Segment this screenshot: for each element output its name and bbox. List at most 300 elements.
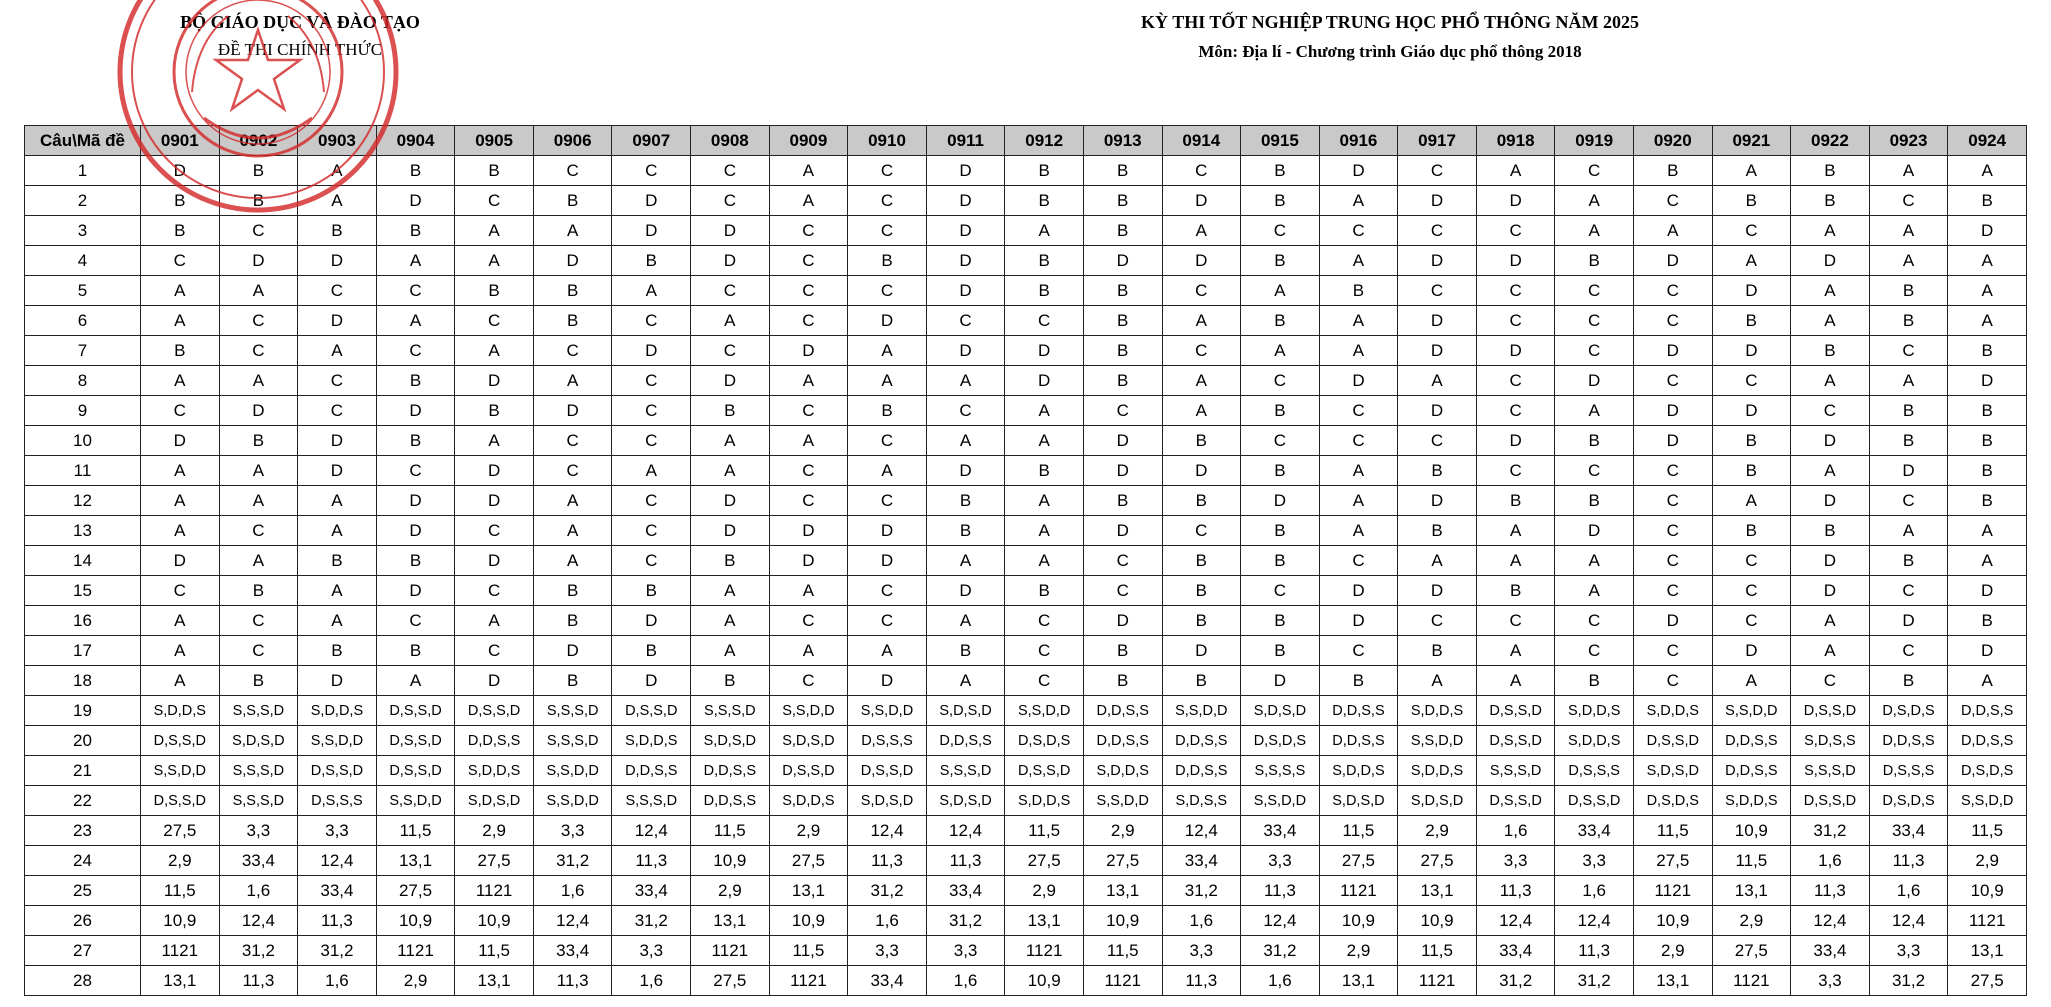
answer-cell: B [376, 216, 455, 246]
answer-cell: D [926, 186, 1005, 216]
answer-cell: B [1869, 546, 1948, 576]
answer-cell: B [926, 486, 1005, 516]
table-row [25, 186, 2027, 216]
answer-cell: S,D,S,D [926, 786, 1005, 816]
answer-cell: D [376, 516, 455, 546]
answer-cell: B [926, 636, 1005, 666]
answer-cell: A [455, 246, 534, 276]
answer-cell: C [533, 336, 612, 366]
answer-cell: B [219, 186, 298, 216]
answer-cell: C [1083, 396, 1162, 426]
answer-cell: 11,5 [769, 936, 848, 966]
answer-cell: D [848, 306, 927, 336]
answer-cell: B [1241, 306, 1320, 336]
answer-cell: A [1005, 426, 1084, 456]
answer-cell: B [1241, 246, 1320, 276]
answer-cell: C [1791, 666, 1870, 696]
answer-cell: B [533, 276, 612, 306]
answer-cell: A [1869, 216, 1948, 246]
answer-cell: S,S,S,S [1241, 756, 1320, 786]
answer-cell: D [1162, 186, 1241, 216]
answer-cell: A [691, 306, 770, 336]
answer-cell: A [1791, 276, 1870, 306]
answer-cell: B [1241, 456, 1320, 486]
answer-cell: D,S,S,D [769, 756, 848, 786]
answer-cell: C [376, 336, 455, 366]
answer-cell: A [298, 516, 377, 546]
answer-cell: B [298, 636, 377, 666]
answer-cell: C [612, 546, 691, 576]
answer-cell: B [1241, 546, 1320, 576]
answer-cell: A [1869, 516, 1948, 546]
answer-cell: C [455, 186, 534, 216]
answer-cell: A [848, 636, 927, 666]
answer-cell: C [455, 516, 534, 546]
answer-cell: D [926, 156, 1005, 186]
answer-cell: A [1555, 186, 1634, 216]
answer-cell: A [141, 276, 220, 306]
answer-cell: S,S,D,D [1241, 786, 1320, 816]
answer-cell: A [1162, 366, 1241, 396]
answer-cell: D [1005, 336, 1084, 366]
answer-cell: D [1712, 396, 1791, 426]
answer-cell: S,D,D,S [141, 696, 220, 726]
answer-cell: A [141, 366, 220, 396]
exam-code-header: 0910 [848, 126, 927, 156]
answer-cell: C [1633, 516, 1712, 546]
answer-cell: 27,5 [769, 846, 848, 876]
answer-cell: A [1791, 636, 1870, 666]
answer-cell: B [1005, 156, 1084, 186]
question-number: 7 [25, 336, 141, 366]
answer-cell: 1121 [1083, 966, 1162, 996]
answer-cell: A [1319, 186, 1398, 216]
answer-cell: A [141, 456, 220, 486]
answer-cell: A [1869, 366, 1948, 396]
answer-cell: B [1791, 336, 1870, 366]
answer-cell: 13,1 [1083, 876, 1162, 906]
answer-cell: D [848, 516, 927, 546]
answer-cell: 31,2 [533, 846, 612, 876]
answer-cell: B [926, 516, 1005, 546]
table-row [25, 846, 2027, 876]
answer-cell: B [1398, 456, 1477, 486]
answer-cell: A [769, 576, 848, 606]
answer-cell: D [298, 306, 377, 336]
answer-cell: C [691, 156, 770, 186]
answer-cell: C [1633, 276, 1712, 306]
answer-cell: 10,9 [691, 846, 770, 876]
question-number: 26 [25, 906, 141, 936]
answer-cell: D,D,S,S [1083, 726, 1162, 756]
answer-cell: D [769, 336, 848, 366]
answer-cell: B [691, 396, 770, 426]
table-row [25, 606, 2027, 636]
answer-cell: B [1948, 606, 2027, 636]
answer-key-table [24, 125, 2027, 996]
table-row [25, 276, 2027, 306]
answer-cell: C [612, 486, 691, 516]
answer-cell: 13,1 [376, 846, 455, 876]
answer-cell: A [1005, 546, 1084, 576]
answer-cell: B [141, 186, 220, 216]
answer-cell: S,S,D,D [1948, 786, 2027, 816]
answer-cell: C [219, 516, 298, 546]
exam-code-header: 0918 [1476, 126, 1555, 156]
answer-cell: S,S,D,D [298, 726, 377, 756]
answer-cell: 10,9 [455, 906, 534, 936]
exam-code-header: 0902 [219, 126, 298, 156]
answer-cell: 3,3 [926, 936, 1005, 966]
answer-cell: A [1241, 276, 1320, 306]
answer-cell: B [1869, 306, 1948, 336]
answer-cell: 1,6 [1791, 846, 1870, 876]
answer-cell: B [1555, 246, 1634, 276]
answer-cell: C [1476, 606, 1555, 636]
answer-cell: D,S,S,D [1633, 726, 1712, 756]
answer-cell: 11,5 [1083, 936, 1162, 966]
answer-cell: S,D,D,S [612, 726, 691, 756]
answer-cell: 1,6 [848, 906, 927, 936]
answer-cell: 13,1 [1633, 966, 1712, 996]
answer-cell: B [376, 546, 455, 576]
answer-cell: C [1241, 576, 1320, 606]
answer-cell: A [1398, 546, 1477, 576]
question-number: 21 [25, 756, 141, 786]
answer-cell: C [1633, 636, 1712, 666]
table-row [25, 936, 2027, 966]
answer-cell: D [455, 366, 534, 396]
answer-cell: D [1398, 486, 1477, 516]
answer-cell: 11,3 [219, 966, 298, 996]
answer-cell: 27,5 [1948, 966, 2027, 996]
answer-cell: A [1712, 156, 1791, 186]
answer-cell: A [691, 426, 770, 456]
answer-cell: C [455, 306, 534, 336]
answer-cell: S,S,D,D [141, 756, 220, 786]
answer-cell: B [1869, 666, 1948, 696]
answer-cell: D [848, 666, 927, 696]
answer-cell: A [1005, 486, 1084, 516]
answer-cell: 1,6 [1869, 876, 1948, 906]
answer-cell: 13,1 [1005, 906, 1084, 936]
table-row [25, 696, 2027, 726]
question-number: 11 [25, 456, 141, 486]
answer-cell: 1121 [691, 936, 770, 966]
answer-cell: C [1319, 546, 1398, 576]
answer-cell: S,D,S,D [219, 726, 298, 756]
exam-subject: Môn: Địa lí - Chương trình Giáo dục phổ thông 2018 [1198, 42, 1582, 61]
answer-cell: B [1241, 516, 1320, 546]
answer-cell: S,S,D,D [1712, 696, 1791, 726]
answer-cell: C [1005, 606, 1084, 636]
answer-cell: S,S,D,D [1162, 696, 1241, 726]
answer-cell: S,D,D,S [1005, 786, 1084, 816]
answer-cell: 1,6 [298, 966, 377, 996]
answer-cell: D,D,S,S [691, 786, 770, 816]
answer-cell: D,S,S,D [1791, 786, 1870, 816]
question-number: 3 [25, 216, 141, 246]
question-number: 15 [25, 576, 141, 606]
answer-cell: D,S,S,D [298, 756, 377, 786]
answer-cell: 11,3 [848, 846, 927, 876]
answer-cell: B [1398, 516, 1477, 546]
answer-cell: D,S,S,S [1869, 756, 1948, 786]
answer-cell: 13,1 [1948, 936, 2027, 966]
answer-cell: C [376, 606, 455, 636]
answer-cell: C [1162, 276, 1241, 306]
answer-cell: A [219, 456, 298, 486]
answer-cell: A [1948, 546, 2027, 576]
answer-cell: D [1712, 336, 1791, 366]
answer-cell: A [298, 186, 377, 216]
answer-cell: B [219, 156, 298, 186]
answer-cell: B [1241, 606, 1320, 636]
answer-cell: 13,1 [1398, 876, 1477, 906]
answer-cell: B [1948, 486, 2027, 516]
answer-cell: A [1791, 366, 1870, 396]
answer-cell: B [1241, 636, 1320, 666]
answer-cell: D [1948, 366, 2027, 396]
answer-cell: B [1948, 456, 2027, 486]
answer-cell: D [1633, 606, 1712, 636]
answer-cell: A [298, 576, 377, 606]
answer-cell: D,S,S,D [1005, 756, 1084, 786]
answer-cell: 11,5 [1005, 816, 1084, 846]
answer-cell: D,D,S,S [1319, 726, 1398, 756]
answer-cell: 3,3 [612, 936, 691, 966]
answer-cell: C [612, 516, 691, 546]
answer-cell: S,S,D,D [769, 696, 848, 726]
answer-cell: D [455, 666, 534, 696]
answer-cell: D [141, 156, 220, 186]
answer-cell: D,D,S,S [1083, 696, 1162, 726]
answer-cell: 3,3 [219, 816, 298, 846]
answer-cell: D [1476, 246, 1555, 276]
answer-cell: C [533, 426, 612, 456]
answer-cell: A [1476, 156, 1555, 186]
answer-cell: D [1398, 336, 1477, 366]
answer-cell: C [769, 216, 848, 246]
answer-cell: A [455, 426, 534, 456]
answer-cell: A [926, 606, 1005, 636]
answer-cell: 33,4 [926, 876, 1005, 906]
answer-cell: B [1476, 486, 1555, 516]
answer-cell: B [1791, 516, 1870, 546]
answer-cell: D,S,D,S [1633, 786, 1712, 816]
question-number: 16 [25, 606, 141, 636]
answer-cell: D,S,S,D [376, 696, 455, 726]
answer-cell: 3,3 [1476, 846, 1555, 876]
answer-cell: 27,5 [376, 876, 455, 906]
table-row [25, 426, 2027, 456]
answer-cell: C [848, 576, 927, 606]
table-row [25, 816, 2027, 846]
table-row [25, 726, 2027, 756]
answer-cell: B [1712, 426, 1791, 456]
answer-cell: B [1162, 426, 1241, 456]
answer-cell: C [1319, 396, 1398, 426]
answer-cell: C [1712, 606, 1791, 636]
answer-cell: 27,5 [1319, 846, 1398, 876]
answer-cell: B [1555, 486, 1634, 516]
answer-cell: C [1241, 426, 1320, 456]
table-row [25, 516, 2027, 546]
answer-cell: D,S,D,S [1948, 756, 2027, 786]
answer-cell: B [1948, 396, 2027, 426]
answer-cell: C [455, 576, 534, 606]
answer-cell: D,D,S,S [691, 756, 770, 786]
answer-cell: B [1005, 186, 1084, 216]
answer-cell: 10,9 [1083, 906, 1162, 936]
answer-cell: D [1083, 456, 1162, 486]
answer-cell: 3,3 [1791, 966, 1870, 996]
answer-cell: A [219, 486, 298, 516]
answer-cell: A [533, 516, 612, 546]
answer-cell: A [141, 606, 220, 636]
answer-cell: A [1555, 576, 1634, 606]
answer-cell: D [533, 636, 612, 666]
answer-cell: S,S,D,D [533, 756, 612, 786]
answer-cell: B [1083, 216, 1162, 246]
answer-cell: D [1791, 486, 1870, 516]
answer-cell: A [1476, 666, 1555, 696]
answer-cell: D [1791, 246, 1870, 276]
table-row [25, 246, 2027, 276]
exam-code-header: 0920 [1633, 126, 1712, 156]
answer-cell: B [1083, 306, 1162, 336]
answer-cell: D,S,S,D [612, 696, 691, 726]
answer-cell: A [298, 486, 377, 516]
answer-cell: A [1948, 306, 2027, 336]
answer-cell: A [1712, 486, 1791, 516]
answer-cell: 11,3 [1791, 876, 1870, 906]
answer-cell: D [1398, 396, 1477, 426]
answer-cell: D [1083, 606, 1162, 636]
answer-cell: 11,5 [1948, 816, 2027, 846]
answer-cell: 3,3 [1555, 846, 1634, 876]
answer-cell: D,S,S,D [1791, 696, 1870, 726]
answer-cell: C [769, 666, 848, 696]
answer-cell: S,D,D,S [455, 756, 534, 786]
answer-cell: D,S,S,D [376, 756, 455, 786]
answer-cell: S,D,S,D [1319, 786, 1398, 816]
table-row [25, 906, 2027, 936]
answer-cell: C [769, 456, 848, 486]
answer-cell: 12,4 [1791, 906, 1870, 936]
exam-code-header: 0913 [1083, 126, 1162, 156]
answer-cell: B [533, 666, 612, 696]
answer-cell: C [1712, 546, 1791, 576]
answer-cell: 11,5 [376, 816, 455, 846]
answer-cell: S,D,S,D [1398, 786, 1477, 816]
answer-cell: D [1476, 426, 1555, 456]
answer-cell: 27,5 [1083, 846, 1162, 876]
answer-cell: 33,4 [1869, 816, 1948, 846]
table-row [25, 156, 2027, 186]
answer-cell: S,D,S,D [455, 786, 534, 816]
answer-cell: D [612, 666, 691, 696]
answer-cell: 33,4 [533, 936, 612, 966]
answer-cell: B [1005, 246, 1084, 276]
answer-cell: C [1398, 216, 1477, 246]
answer-cell: C [691, 336, 770, 366]
answer-cell: D [141, 546, 220, 576]
answer-cell: D [376, 396, 455, 426]
question-number: 5 [25, 276, 141, 306]
answer-cell: 1121 [1712, 966, 1791, 996]
table-header-row [25, 126, 2027, 156]
answer-cell: D [376, 486, 455, 516]
answer-cell: 10,9 [376, 906, 455, 936]
answer-cell: D [691, 516, 770, 546]
answer-cell: B [1162, 606, 1241, 636]
answer-cell: C [141, 396, 220, 426]
answer-cell: C [769, 396, 848, 426]
answer-cell: C [612, 426, 691, 456]
answer-cell: D,D,S,S [612, 756, 691, 786]
answer-cell: C [1083, 546, 1162, 576]
answer-cell: 31,2 [1162, 876, 1241, 906]
answer-cell: 33,4 [1791, 936, 1870, 966]
answer-cell: D [1398, 576, 1477, 606]
answer-cell: S,D,D,S [1398, 696, 1477, 726]
answer-cell: 1121 [1398, 966, 1477, 996]
answer-cell: C [1555, 636, 1634, 666]
answer-cell: A [1948, 276, 2027, 306]
answer-cell: 1121 [1948, 906, 2027, 936]
answer-cell: D [1162, 456, 1241, 486]
answer-cell: S,S,D,D [1083, 786, 1162, 816]
answer-cell: D [298, 426, 377, 456]
answer-cell: D [455, 486, 534, 516]
answer-cell: 1,6 [1241, 966, 1320, 996]
answer-cell: C [1241, 216, 1320, 246]
answer-cell: D [691, 486, 770, 516]
corner-header: Câu\Mã đề [25, 126, 141, 156]
answer-cell: D [1791, 426, 1870, 456]
answer-cell: B [1712, 186, 1791, 216]
answer-cell: D,S,S,D [141, 786, 220, 816]
answer-cell: S,S,S,D [691, 696, 770, 726]
answer-cell: C [848, 216, 927, 246]
answer-cell: S,S,D,D [533, 786, 612, 816]
answer-cell: D [1791, 576, 1870, 606]
answer-cell: C [298, 366, 377, 396]
question-number: 6 [25, 306, 141, 336]
answer-cell: S,D,S,D [1633, 756, 1712, 786]
answer-cell: 11,5 [1319, 816, 1398, 846]
answer-cell: C [376, 276, 455, 306]
answer-cell: C [219, 606, 298, 636]
answer-cell: C [1633, 186, 1712, 216]
answer-cell: A [691, 456, 770, 486]
answer-cell: D [691, 216, 770, 246]
answer-cell: A [1791, 306, 1870, 336]
answer-cell: B [376, 636, 455, 666]
answer-cell: S,D,S,D [769, 726, 848, 756]
answer-cell: D [533, 396, 612, 426]
answer-cell: D [1319, 156, 1398, 186]
answer-cell: 33,4 [298, 876, 377, 906]
answer-cell: 2,9 [141, 846, 220, 876]
answer-cell: D [612, 336, 691, 366]
table-row [25, 786, 2027, 816]
answer-cell: C [1555, 276, 1634, 306]
table-row [25, 366, 2027, 396]
answer-cell: A [1791, 216, 1870, 246]
answer-cell: 10,9 [1398, 906, 1477, 936]
